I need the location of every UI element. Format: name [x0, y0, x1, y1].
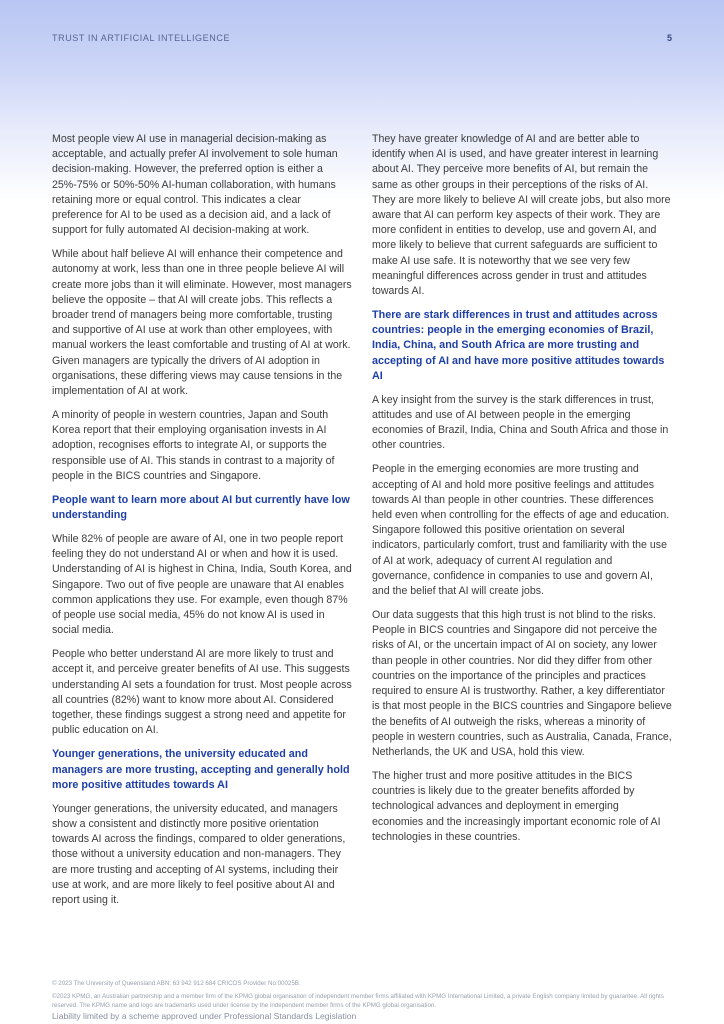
paragraph: A minority of people in western countries, Japan and South Korea report that their employing organisation invests in AI adoption, recognises efforts to integrate AI, or supports the responsible use of AI. This stands in contrast to a majority of people in the BICS countries and Singapore.: [52, 409, 335, 482]
paragraph: They have greater knowledge of AI and are better able to identify when AI is used, and have greater interest in learning about AI. They perceive more benefits of AI, but remain the same as other groups in their perceptions of the risks of AI. They are more likely to believe AI will create jobs, but also more aware that AI can perform key aspects of their work. They are more confident in entities to develop, use and govern AI, and more likely to believe that current safeguards are sufficient to make AI use safe. It is noteworthy that we see very few meaningful differences across gender in trust and attitudes towards AI.: [372, 133, 671, 298]
paragraph: Younger generations, the university educated, and managers show a consistent and distinctly more positive orientation towards AI across the findings, compared to older generations, those without a university education and non-managers. They are more trusting and accepting of AI systems, including their use at work, and are more likely to feel positive about AI and report using it.: [52, 802, 346, 906]
right-column: [372, 132, 672, 854]
paragraph: People in the emerging economies are more trusting and accepting of AI and hold more positive feelings and attitudes towards AI than people in other countries. These differences held even when controlling for the effects of age and education. Singapore followed this positive orientation on several indicators, particularly comfort, trust and familiarity with the use of AI at work, adequacy of current AI regulation and governance, confidence in companies to use and govern AI, and the belief that AI will create jobs.: [372, 463, 670, 598]
paragraph: The higher trust and more positive attitudes in the BICS countries is likely due to the greater benefits afforded by technological advances and deployment in emerging economies and the increasingly important economic role of AI technologies in these countries.: [372, 769, 661, 843]
section-heading: People want to learn more about AI but currently have low understanding: [52, 493, 350, 522]
paragraph: People who better understand AI are more likely to trust and accept it, and perceive greater benefits of AI use. This suggests understanding AI sets a foundation for trust. Most people across all countries (82%) want to know more about AI. Considered together, these findings suggest a strong need and appetite for public education on AI.: [52, 648, 352, 737]
page-number: 5: [666, 33, 672, 43]
paragraph: While 82% of people are aware of AI, one in two people report feeling they do not understand AI or when and how it is used. Understanding of AI is highest in China, India, South Korea, and Singapore. Two out of five people are unaware that AI enables common applications they use. For example, even though 87% of people use social media, 45% do not know AI is used in social media.: [52, 533, 352, 637]
footer-copyright-kpmg: ©2023 KPMG, an Australian partnership and a member firm of the KPMG global organisation of independent member firms affiliated with KPMG International Limited, a private English company limited by guarantee. All rights reserved. The KPMG name and logo are trademarks used under license by the independent member firms of the KPMG global organisation.: [52, 993, 664, 1009]
section-heading: There are stark differences in trust and attitudes across countries: people in the emerging economies of Brazil, India, China, and South Africa are more trusting and accepting of AI and have more positive attitudes towards AI: [372, 309, 665, 382]
footer-copyright-uq: © 2023 The University of Queensland ABN: 63 942 912 684 CRICOS Provider No:00025B.: [52, 980, 301, 987]
paragraph: Our data suggests that this high trust is not blind to the risks. People in BICS countries and Singapore did not perceive the risks of AI, or the uncertain impact of AI on society, any lower than people in other countries. Nor did they differ from other countries on the importance of the principles and practices required to ensure AI is trustworthy. Rather, a key differentiator is that most people in the BICS countries and Singapore believe the benefits of AI outweigh the risks, whereas a minority of people in western countries, such as Australia, Canada, France, Netherlands, the UK and USA, hold this view.: [372, 609, 672, 758]
footer-liability: Liability limited by a scheme approved under Professional Standards Legislation: [52, 1011, 357, 1021]
paragraph: A key insight from the survey is the stark differences in trust, attitudes and use of AI between people in the emerging economies of Brazil, India, China and South Africa and those in other countries.: [372, 393, 669, 452]
paragraph: While about half believe AI will enhance their competence and autonomy at work, less than one in three people believe AI will create more jobs than it will eliminate. However, most managers believe the opposite – that AI will create jobs. This reflects a broader trend of managers being more comfortable, trusting and supportive of AI use at work than other employees, with manual workers the least comfortable and trusting of AI at work. Given managers are typically the drivers of AI adoption in organisations, these differing views may cause tensions in the implementation of AI at work.: [52, 248, 352, 398]
left-column: [52, 132, 352, 917]
paragraph: Most people view AI use in managerial decision-making as acceptable, and actually prefer AI involvement to sole human decision-making. However, the preferred option is either a 25%-75% or 50%-50% AI-human collaboration, with humans retaining more or equal control. This indicates a clear preference for AI to be used as a decision aid, and a lack of support for fully automated AI decision-making at work.: [52, 133, 338, 237]
document-title: TRUST IN ARTIFICIAL INTELLIGENCE: [52, 33, 231, 43]
section-heading: Younger generations, the university educated and managers are more trusting, accepting and generally hold more positive attitudes towards AI: [52, 748, 350, 791]
